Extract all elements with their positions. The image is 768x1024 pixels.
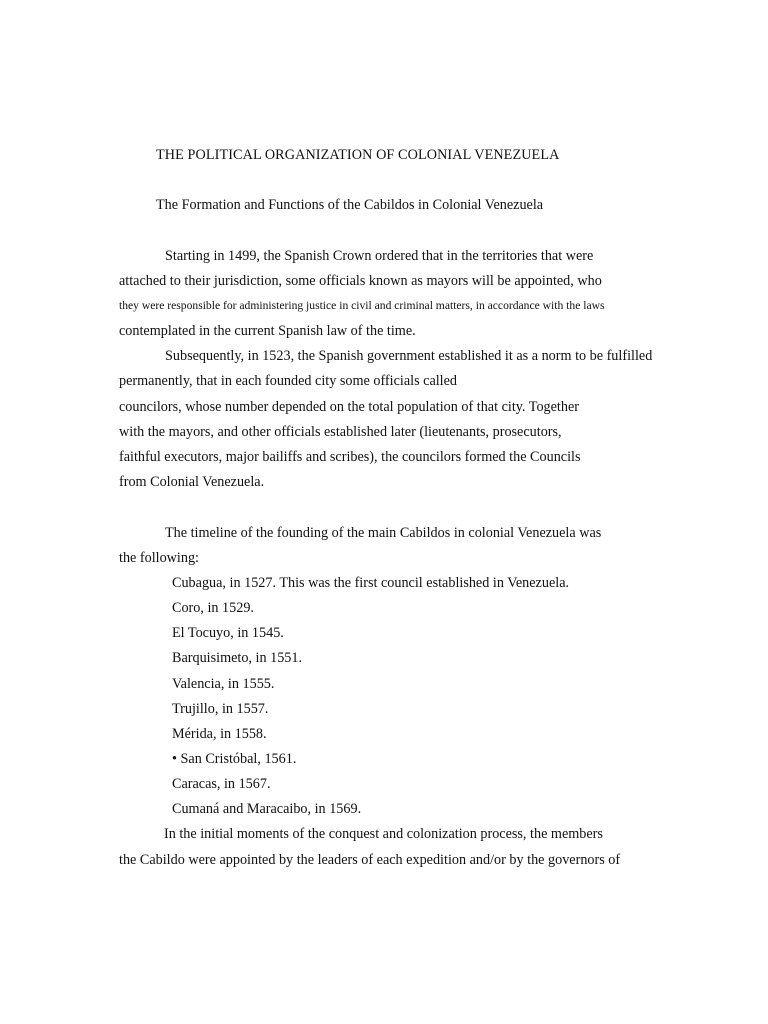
timeline-item: Valencia, in 1555. (172, 676, 275, 692)
timeline-item: Trujillo, in 1557. (172, 701, 269, 717)
paragraph-line: they were responsible for administering justice in civil and criminal matters, in accordance with the laws (119, 299, 605, 312)
paragraph-line: Subsequently, in 1523, the Spanish government established it as a norm to be fulfilled (165, 348, 653, 364)
paragraph-line: permanently, that in each founded city some officials called (119, 373, 458, 389)
paragraph-line: from Colonial Venezuela. (119, 474, 265, 490)
timeline-item: Coro, in 1529. (172, 600, 254, 616)
paragraph-line: the Cabildo were appointed by the leaders of each expedition and/or by the governors of (119, 852, 621, 868)
paragraph-line: contemplated in the current Spanish law of the time. (119, 323, 416, 339)
timeline-item: Mérida, in 1558. (172, 726, 267, 742)
document-subtitle: The Formation and Functions of the Cabildos in Colonial Venezuela (156, 197, 544, 213)
paragraph-line: In the initial moments of the conquest and colonization process, the members (164, 826, 603, 842)
timeline-item: Barquisimeto, in 1551. (172, 650, 303, 666)
timeline-item: Cumaná and Maracaibo, in 1569. (172, 801, 362, 817)
paragraph-line: The timeline of the founding of the main Cabildos in colonial Venezuela was (165, 525, 602, 541)
paragraph-line: councilors, whose number depended on the total population of that city. Together (119, 399, 579, 415)
timeline-item: • San Cristóbal, 1561. (172, 751, 297, 767)
timeline-item: El Tocuyo, in 1545. (172, 625, 284, 641)
paragraph-line: with the mayors, and other officials established later (lieutenants, prosecutors, (119, 424, 562, 440)
timeline-item: Cubagua, in 1527. This was the first council established in Venezuela. (172, 575, 570, 591)
document-title: THE POLITICAL ORGANIZATION OF COLONIAL VENEZUELA (156, 147, 560, 163)
paragraph-line: the following: (119, 550, 199, 566)
paragraph-line: attached to their jurisdiction, some officials known as mayors will be appointed, who (119, 273, 602, 289)
timeline-item: Caracas, in 1567. (172, 776, 271, 792)
paragraph-line: faithful executors, major bailiffs and scribes), the councilors formed the Councils (119, 449, 581, 465)
paragraph-line: Starting in 1499, the Spanish Crown ordered that in the territories that were (165, 248, 594, 264)
